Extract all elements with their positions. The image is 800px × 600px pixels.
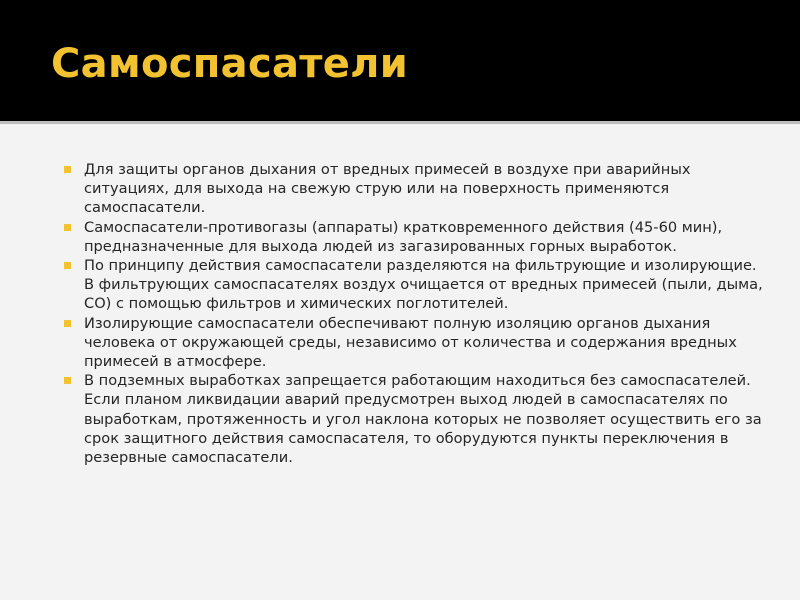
title-bar [0,0,800,124]
bullet-text: Изолирующие самоспасатели обеспечивают полную изоляцию органов дыхания человека от окружающей среды, независимо от количества и содержания вредных примесей в атмосфере. [84,314,737,371]
square-bullet-icon [64,224,71,231]
bullet-text: Самоспасатели-противогазы (аппараты) кратковременного действия (45-60 мин), предназначенные для выхода людей из загазированных горных выработок. [84,218,723,255]
bullet-list [64,160,764,467]
bullet-text: По принципу действия самоспасатели разделяются на фильтрующие и изолирующие. В фильтрующих самоспасателях воздух очищается от вредных примесей (пыли, дыма, СО) с помощью фильтров и химических поглотителей. [84,257,763,313]
slide-title: Самоспасатели [51,41,409,87]
bullet-item [64,218,764,256]
bullet-item [64,314,764,372]
square-bullet-icon [64,377,71,384]
bullet-item [64,371,764,467]
bullet-item [64,256,764,314]
square-bullet-icon [64,320,71,327]
square-bullet-icon [64,166,71,173]
square-bullet-icon [64,262,71,269]
bullet-item [64,160,764,218]
bullet-text: В подземных выработках запрещается работающим находиться без самоспасателей. Если планом ликвидации аварий предусмотрен выход людей в самоспасателях по выработкам, протяженность и угол наклона которых не позволяет осуществить его за срок защитного действия самоспасателя, то оборудуются пункты переключения в резервные самоспасатели. [84,372,762,467]
bullet-text: Для защиты органов дыхания от вредных примесей в воздухе при аварийных ситуациях, для выхода на свежую струю или на поверхность применяются самоспасатели. [84,161,691,217]
